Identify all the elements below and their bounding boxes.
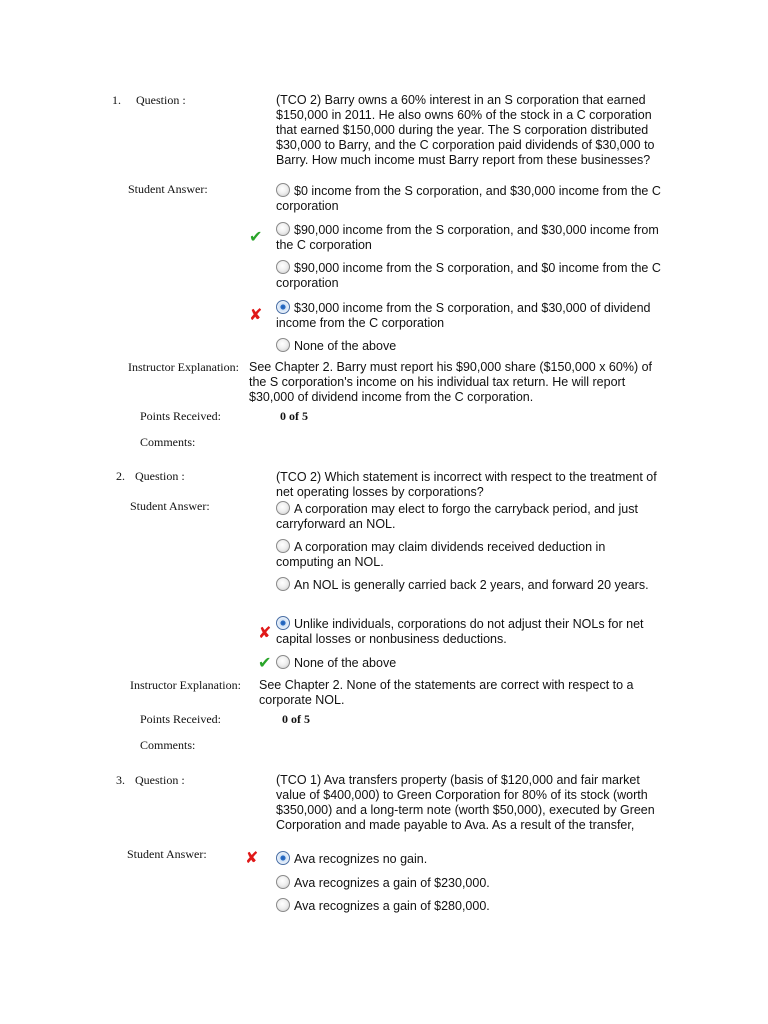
radio-unselected-icon[interactable] [276,577,290,591]
radio-unselected-icon[interactable] [276,183,290,197]
incorrect-cross-icon: ✘ [258,625,272,642]
answer-option[interactable]: A corporation may claim dividends received deduction in computing an NOL. [276,540,606,569]
student-answer-label: Student Answer: [130,499,210,513]
question-number: 3. [116,773,125,787]
instructor-explanation-text: See Chapter 2. Barry must report his $90,000 share ($150,000 x 60%) of the S corporation's income on his individual tax return. He will report $30,000 of dividend income from the C corporation. [249,360,653,404]
radio-unselected-icon[interactable] [276,222,290,236]
answer-option-selected[interactable]: Unlike individuals, corporations do not adjust their NOLs for net capital losses or nonbusiness deductions. [276,617,644,646]
question-text: (TCO 1) Ava transfers property (basis of $120,000 and fair market value of $400,000) to Green Corporation for 80% of its stock (worth $350,000) and a long-term note (worth $50,000), executed by Green Corporation and made payable to Ava. As a result of the transfer, [276,773,655,832]
radio-selected-icon[interactable] [276,300,290,314]
radio-unselected-icon[interactable] [276,338,290,352]
points-received-value: 0 of 5 [282,712,310,726]
radio-unselected-icon[interactable] [276,501,290,515]
instructor-explanation-label: Instructor Explanation: [130,678,241,692]
answer-option[interactable]: $90,000 income from the S corporation, and $0 income from the C corporation [276,261,661,290]
answer-option-selected[interactable]: $30,000 income from the S corporation, and $30,000 of dividend income from the C corporation [276,301,651,330]
points-received-label: Points Received: [140,712,221,726]
question-number: 2. [116,469,125,483]
points-received-value: 0 of 5 [280,409,308,423]
radio-selected-icon[interactable] [276,851,290,865]
radio-unselected-icon[interactable] [276,655,290,669]
instructor-explanation-text: See Chapter 2. None of the statements are correct with respect to a corporate NOL. [259,678,634,707]
radio-unselected-icon[interactable] [276,898,290,912]
answer-option[interactable]: None of the above [276,338,662,354]
answer-option[interactable]: A corporation may elect to forgo the carryback period, and just carryforward an NOL. [276,502,638,531]
answer-option[interactable]: $0 income from the S corporation, and $30,000 income from the C corporation [276,184,661,213]
radio-selected-icon[interactable] [276,616,290,630]
comments-label: Comments: [140,738,196,752]
question-text: (TCO 2) Which statement is incorrect with respect to the treatment of net operating losses by corporations? [276,470,657,499]
incorrect-cross-icon: ✘ [245,850,259,867]
student-answer-label: Student Answer: [128,182,208,196]
answer-option[interactable]: None of the above [276,655,662,671]
incorrect-cross-icon: ✘ [249,307,263,324]
answer-option[interactable]: An NOL is generally carried back 2 years, and forward 20 years. [276,577,662,593]
question-label: Question : [136,93,186,107]
answer-option[interactable]: Ava recognizes a gain of $280,000. [276,898,662,914]
correct-check-icon: ✔ [249,229,263,246]
points-received-label: Points Received: [140,409,221,423]
question-number: 1. [112,93,121,107]
student-answer-label: Student Answer: [127,847,207,861]
comments-label: Comments: [140,435,196,449]
question-label: Question : [135,773,185,787]
radio-unselected-icon[interactable] [276,539,290,553]
radio-unselected-icon[interactable] [276,875,290,889]
instructor-explanation-label: Instructor Explanation: [128,360,239,374]
radio-unselected-icon[interactable] [276,260,290,274]
answer-option[interactable]: $90,000 income from the S corporation, and $30,000 income from the C corporation [276,223,659,252]
correct-check-icon: ✔ [258,655,272,672]
question-label: Question : [135,469,185,483]
answer-option-selected[interactable]: Ava recognizes no gain. [276,851,662,867]
answer-option[interactable]: Ava recognizes a gain of $230,000. [276,875,662,891]
question-text: (TCO 2) Barry owns a 60% interest in an S corporation that earned $150,000 in 2011. He also owns 60% of the stock in a C corporation that earned $150,000 during the year. The S corporation distributed $30,000 to Barry, and the C corporation paid dividends of $30,000 to Barry. How much income must Barry report from these businesses? [276,93,655,167]
